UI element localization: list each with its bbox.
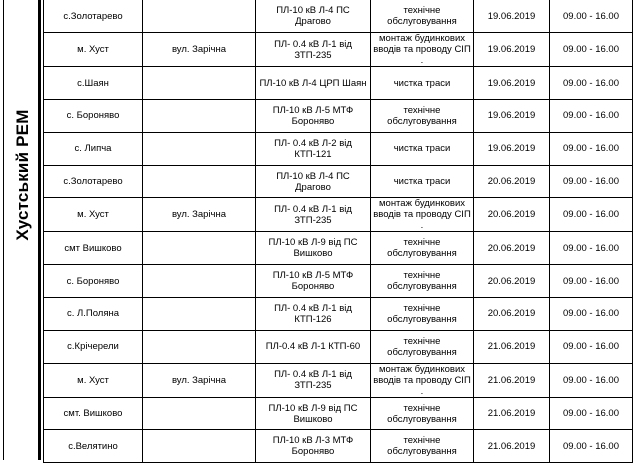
street-cell bbox=[143, 67, 256, 100]
power-line-cell: ПЛ- 0.4 кВ Л-2 від КТП-121 bbox=[256, 132, 371, 165]
street-cell bbox=[143, 100, 256, 133]
power-line-cell: ПЛ-10 кВ Л-5 МТФ Бороняво bbox=[256, 265, 371, 298]
work-type-cell: технічне обслуговування bbox=[371, 232, 474, 265]
work-type-cell: монтаж будинкових вводів та проводу СІП . bbox=[371, 33, 474, 67]
time-cell: 09.00 - 16.00 bbox=[550, 265, 633, 298]
power-line-cell: ПЛ-10 кВ Л-4 ПС Драгово bbox=[256, 165, 371, 198]
time-cell: 09.00 - 16.00 bbox=[550, 198, 633, 232]
power-line-cell: ПЛ-10 кВ Л-3 МТФ Бороняво bbox=[256, 430, 371, 463]
date-cell: 21.06.2019 bbox=[474, 330, 550, 363]
work-type-cell: технічне обслуговування bbox=[371, 100, 474, 133]
power-line-cell: ПЛ-10 кВ Л-9 від ПС Вишково bbox=[256, 232, 371, 265]
street-cell bbox=[143, 397, 256, 430]
village-cell: м. Хуст bbox=[44, 33, 143, 67]
region-label: Хустський РЕМ bbox=[13, 109, 32, 241]
table-row bbox=[44, 265, 633, 298]
time-cell: 09.00 - 16.00 bbox=[550, 100, 633, 133]
street-cell bbox=[143, 132, 256, 165]
street-cell: вул. Зарічна bbox=[143, 363, 256, 397]
date-cell: 19.06.2019 bbox=[474, 33, 550, 67]
work-type-cell: монтаж будинкових вводів та проводу СІП . bbox=[371, 363, 474, 397]
table-row bbox=[44, 298, 633, 331]
table-row bbox=[44, 363, 633, 397]
power-line-cell: ПЛ- 0.4 кВ Л-1 від ЗТП-235 bbox=[256, 33, 371, 67]
table-row bbox=[44, 33, 633, 67]
time-cell: 09.00 - 16.00 bbox=[550, 397, 633, 430]
power-line-cell: ПЛ-0.4 кВ Л-1 КТП-60 bbox=[256, 330, 371, 363]
time-cell: 09.00 - 16.00 bbox=[550, 430, 633, 463]
time-cell: 09.00 - 16.00 bbox=[550, 298, 633, 331]
street-cell bbox=[143, 165, 256, 198]
work-type-cell: чистка траси bbox=[371, 165, 474, 198]
date-cell: 20.06.2019 bbox=[474, 265, 550, 298]
power-line-cell: ПЛ- 0.4 кВ Л-1 від ЗТП-235 bbox=[256, 363, 371, 397]
region-cell bbox=[3, 0, 41, 460]
street-cell: вул. Зарічна bbox=[143, 33, 256, 67]
power-line-cell: ПЛ-10 кВ Л-5 МТФ Бороняво bbox=[256, 100, 371, 133]
village-cell: с. Бороняво bbox=[44, 265, 143, 298]
village-cell: с.Велятино bbox=[44, 430, 143, 463]
street-cell bbox=[143, 232, 256, 265]
time-cell: 09.00 - 16.00 bbox=[550, 33, 633, 67]
table-row bbox=[44, 198, 633, 232]
date-cell: 19.06.2019 bbox=[474, 100, 550, 133]
work-type-cell: технічне обслуговування bbox=[371, 330, 474, 363]
work-type-cell: монтаж будинкових вводів та проводу СІП . bbox=[371, 198, 474, 232]
village-cell: с.Золотарево bbox=[44, 165, 143, 198]
table-row bbox=[44, 165, 633, 198]
table-row bbox=[44, 397, 633, 430]
schedule-rows bbox=[44, 0, 633, 463]
work-type-cell: чистка траси bbox=[371, 132, 474, 165]
time-cell: 09.00 - 16.00 bbox=[550, 0, 633, 33]
street-cell bbox=[143, 0, 256, 33]
village-cell: смт. Вишково bbox=[44, 397, 143, 430]
date-cell: 21.06.2019 bbox=[474, 363, 550, 397]
date-cell: 20.06.2019 bbox=[474, 298, 550, 331]
power-line-cell: ПЛ-10 кВ Л-9 від ПС Вишково bbox=[256, 397, 371, 430]
time-cell: 09.00 - 16.00 bbox=[550, 232, 633, 265]
village-cell: с. Бороняво bbox=[44, 100, 143, 133]
work-type-cell: технічне обслуговування bbox=[371, 298, 474, 331]
power-line-cell: ПЛ-10 кВ Л-4 ПС Драгово bbox=[256, 0, 371, 33]
village-cell: с.Шаян bbox=[44, 67, 143, 100]
date-cell: 21.06.2019 bbox=[474, 430, 550, 463]
power-line-cell: ПЛ- 0.4 кВ Л-1 від КТП-126 bbox=[256, 298, 371, 331]
work-type-cell: технічне обслуговування bbox=[371, 0, 474, 33]
village-cell: смт Вишково bbox=[44, 232, 143, 265]
date-cell: 20.06.2019 bbox=[474, 232, 550, 265]
table-row bbox=[44, 232, 633, 265]
power-line-cell: ПЛ- 0.4 кВ Л-1 від ЗТП-235 bbox=[256, 198, 371, 232]
date-cell: 21.06.2019 bbox=[474, 397, 550, 430]
table-row bbox=[44, 0, 633, 33]
village-cell: с.Крічерели bbox=[44, 330, 143, 363]
street-cell: вул. Зарічна bbox=[143, 198, 256, 232]
street-cell bbox=[143, 265, 256, 298]
date-cell: 19.06.2019 bbox=[474, 67, 550, 100]
date-cell: 19.06.2019 bbox=[474, 132, 550, 165]
date-cell: 20.06.2019 bbox=[474, 165, 550, 198]
table-row bbox=[44, 67, 633, 100]
table-row bbox=[44, 430, 633, 463]
power-line-cell: ПЛ-10 кВ Л-4 ЦРП Шаян bbox=[256, 67, 371, 100]
village-cell: с.Золотарево bbox=[44, 0, 143, 33]
village-cell: м. Хуст bbox=[44, 198, 143, 232]
village-cell: с. Л.Поляна bbox=[44, 298, 143, 331]
table-row bbox=[44, 330, 633, 363]
work-type-cell: чистка траси bbox=[371, 67, 474, 100]
table-row bbox=[44, 100, 633, 133]
date-cell: 19.06.2019 bbox=[474, 0, 550, 33]
time-cell: 09.00 - 16.00 bbox=[550, 67, 633, 100]
date-cell: 20.06.2019 bbox=[474, 198, 550, 232]
street-cell bbox=[143, 298, 256, 331]
work-type-cell: технічне обслуговування bbox=[371, 430, 474, 463]
work-type-cell: технічне обслуговування bbox=[371, 397, 474, 430]
time-cell: 09.00 - 16.00 bbox=[550, 363, 633, 397]
street-cell bbox=[143, 330, 256, 363]
time-cell: 09.00 - 16.00 bbox=[550, 165, 633, 198]
village-cell: м. Хуст bbox=[44, 363, 143, 397]
village-cell: с. Липча bbox=[44, 132, 143, 165]
work-type-cell: технічне обслуговування bbox=[371, 265, 474, 298]
table-row bbox=[44, 132, 633, 165]
schedule-table bbox=[43, 0, 633, 463]
time-cell: 09.00 - 16.00 bbox=[550, 330, 633, 363]
outage-schedule-sheet bbox=[3, 0, 619, 460]
street-cell bbox=[143, 430, 256, 463]
time-cell: 09.00 - 16.00 bbox=[550, 132, 633, 165]
